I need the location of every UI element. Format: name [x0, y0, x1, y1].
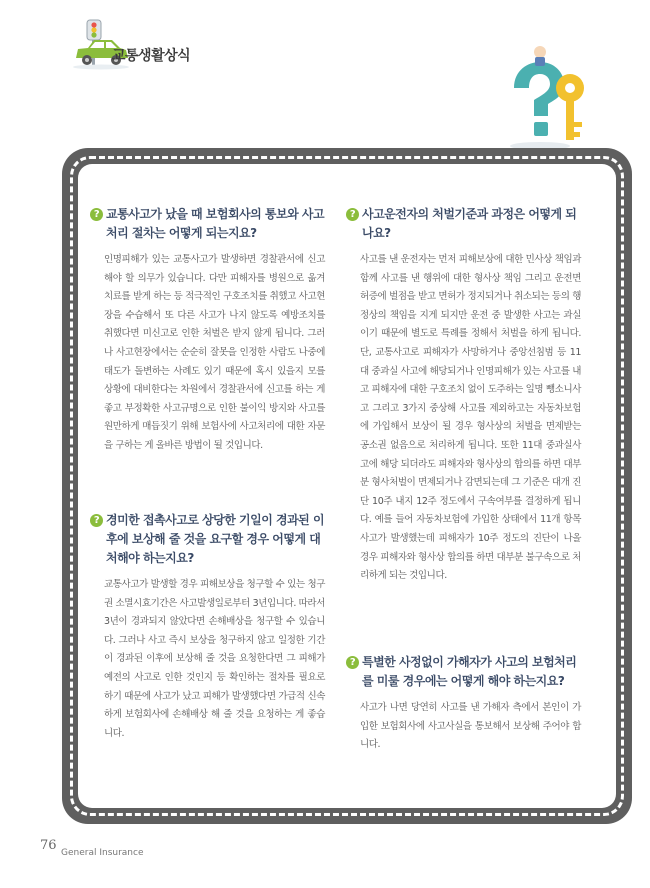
section-title: 교통생활상식	[112, 48, 191, 64]
answer-text: 사고를 낸 운전자는 먼저 피해보상에 대한 민사상 책임과 함께 사고를 낸 행위에 대한 형사상 책임 그리고 운전면허증에 벌점을 받고 면허가 정지되거나 취소되는 등의 행정상의 책임을 지게 되지만 운전 중 발생한 사고는 과실이기 때문에 별도로 특례를 정해서 처벌을 하게 됩니다. 단, 교통사고로 피해자가 사망하거나 중앙선침범 등 11대 중과실 사고에 해당되거나 인명피해가 있는 사고를 내고 피해자에 대한 구호조치 없이 도주하는 일명 뺑소니사고 그리고 3가지 중상해 사고를 제외하고는 자동차보험에 가입해서 보상이 될 경우 형사상의 처벌을 면제받는 공소권 없음으로 처리하게 됩니다. 또한 11대 중과실사고에 해당 되더라도 피해자와 형사상의 합의를 하면 대부분 형사처벌이 면제되거나 감면되는데 그 기준은 대개 진단 10주 내지 12주 정도에서 구속여부를 결정하게 됩니다. 예를 들어 자동차보험에 가입한 상태에서 11개 항목 사고가 발생했는데 피해자가 10주 정도의 진단이 나올 경우 피해자와 형사상 합의를 하면 대부분 불구속으로 처리하게 되는 것입니다.	[360, 254, 581, 582]
qa-item	[346, 205, 581, 586]
page-header	[0, 0, 650, 150]
question-mark-icon: ?	[90, 208, 103, 221]
answer-text: 교통사고가 발생할 경우 피해보상을 청구할 수 있는 청구권 소멸시효기간은 사고발생일로부터 3년입니다. 따라서 3년이 경과되지 않았다면 손해배상을 청구할 수 있습니다. 그러나 사고 즉시 보상을 청구하지 않고 일정한 기간이 경과된 이후에 보상해 줄 것을 요청한다면 그 피해가 예전의 사고로 인한 것인지 등 확인하는 절차를 필요로 하기 때문에 사고가 났고 피해가 발생했다면 가급적 신속하게 보험회사에 손해배상 해 줄 것을 요청하는 게 좋습니다.	[104, 579, 325, 739]
question-title: ? 사고운전자의 처벌기준과 과정은 어떻게 되나요?	[346, 205, 581, 243]
qa-item	[90, 205, 325, 456]
question-mark-icon: ?	[90, 514, 103, 527]
question-title: ? 특별한 사정없이 가해자가 사고의 보험처리를 미룰 경우에는 어떻게 해야 하는지요?	[346, 653, 581, 691]
question-mark-icon: ?	[346, 656, 359, 669]
question-title: ? 교통사고가 났을 때 보험회사의 통보와 사고처리 절차는 어떻게 되는지요?	[90, 205, 325, 243]
page-number: 76	[40, 838, 57, 853]
question-mark-icon: ?	[346, 208, 359, 221]
answer-text: 사고가 나면 당연히 사고를 낸 가해자 측에서 본인이 가입한 보험회사에 사고사실을 통보해서 보상해 주어야 합니다.	[360, 702, 581, 751]
qa-item	[346, 653, 581, 755]
qa-item	[90, 511, 325, 743]
question-key-illustration	[500, 42, 590, 150]
answer-text: 인명피해가 있는 교통사고가 발생하면 경찰관서에 신고해야 할 의무가 있습니다. 다만 피해자를 병원으로 옮겨 치료를 받게 하는 등 적극적인 구호조치를 취했고 사고현장을 수습해서 또 다른 사고가 나지 않도록 예방조치를 취했다면 미신고로 인한 처벌은 받지 않게 됩니다. 그러나 사고현장에서는 순순히 잘못을 인정한 사람도 나중에 태도가 돌변하는 사례도 있기 때문에 혹시 있을지 모를 상황에 대비한다는 차원에서 경찰관서에 신고를 하는 게 좋고 부정확한 사고규명으로 인한 불이익 방지와 사고를 원만하게 매듭짓기 위해 보험사에 사고처리에 대한 자문을 구하는 게 올바른 방법이 될 것입니다.	[104, 254, 325, 451]
question-title: ? 경미한 접촉사고로 상당한 기일이 경과된 이후에 보상해 줄 것을 요구할 경우 어떻게 대처해야 하는지요?	[90, 511, 325, 568]
publication-label: General Insurance	[61, 848, 144, 858]
